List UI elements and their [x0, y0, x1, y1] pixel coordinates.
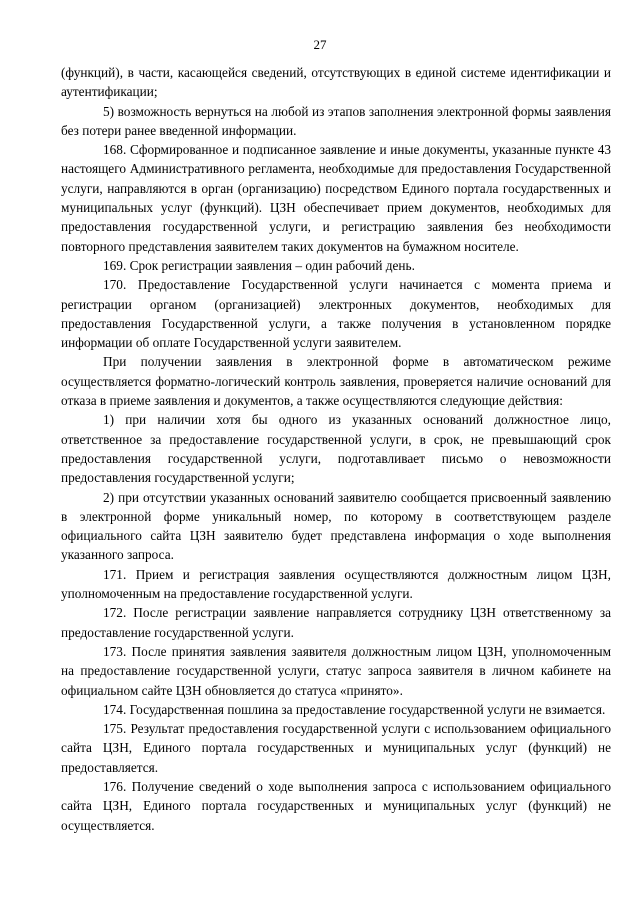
paragraph-175: 175. Результат предоставления государственной услуги с использованием официального сайта ЦЗН, Единого портала государственных и муниципальных услуг (функций) не предоставляется. — [61, 721, 611, 775]
paragraph-176: 176. Получение сведений о ходе выполнения запроса с использованием официального сайта ЦЗН, Единого портала государственных и муниципальных услуг (функций) не осуществляется. — [61, 778, 611, 833]
paragraph-169: 169. Срок регистрации заявления – один рабочий день. — [103, 257, 415, 273]
paragraph-173: 173. После принятия заявления заявителя должностным лицом ЦЗН, уполномоченным на предоставление государственной услуги, статус запроса заявителя в личном кабинете на официальном сайте ЦЗН обновляется до статуса «принято». — [61, 643, 611, 698]
paragraph-171: 171. Прием и регистрация заявления осуществляются должностным лицом ЦЗН, уполномоченным на предоставление государственной услуги. — [61, 566, 611, 602]
paragraph-174: 174. Государственная пошлина за предоставление государственной услуги не взимается. — [103, 701, 606, 717]
paragraph-electronic-form: При получении заявления в электронной форме в автоматическом режиме осуществляется форматно-логический контроль заявления, проверяется наличие оснований для отказа в приеме заявления и документов, а также осуществляются следующие действия: — [61, 354, 611, 409]
paragraph-168: 168. Сформированное и подписанное заявление и иные документы, указанные пункте 43 настоящего Административного регламента, необходимые для предоставления Государственной услуги, направляются в орган (организацию) посредством Единого портала государственных и муниципальных услуг (функций). ЦЗН обеспечивает прием документов, необходимых для предоставления государственной услуги, и регистрацию заявления без необходимости повторного представления заявителем таких документов на бумажном носителе. — [61, 142, 611, 254]
page-number: 27 — [313, 37, 327, 52]
paragraph-item-2: 2) при отсутствии указанных оснований заявителю сообщается присвоенный заявлению в электронной форме уникальный номер, по которому в соответствующем разделе официального сайта ЦЗН заявителю будет представлена информация о ходе выполнения указанного запроса. — [61, 489, 611, 563]
paragraph-172: 172. После регистрации заявление направляется сотруднику ЦЗН ответственному за предоставление государственной услуги. — [61, 605, 611, 640]
paragraph-item-1: 1) при наличии хотя бы одного из указанных оснований должностное лицо, ответственное за предоставление государственной услуги, в срок, не превышающий срок предоставления государственной услуги, подготавливает письмо о невозможности предоставления государственной услуги; — [61, 412, 611, 486]
paragraph-item-5: 5) возможность вернуться на любой из этапов заполнения электронной формы заявления без потери ранее введенной информации. — [61, 103, 611, 138]
paragraph-170: 170. Предоставление Государственной услуги начинается с момента приема и регистрации органом (организацией) электронных документов, необходимых для предоставления Государственной услуги, а также получения в установленном порядке информации об оплате Государственной услуги заявителем. — [61, 277, 611, 351]
paragraph-continuation: (функций), в части, касающейся сведений, отсутствующих в единой системе идентификации и аутентификации; — [61, 65, 611, 100]
document-body — [61, 63, 611, 835]
